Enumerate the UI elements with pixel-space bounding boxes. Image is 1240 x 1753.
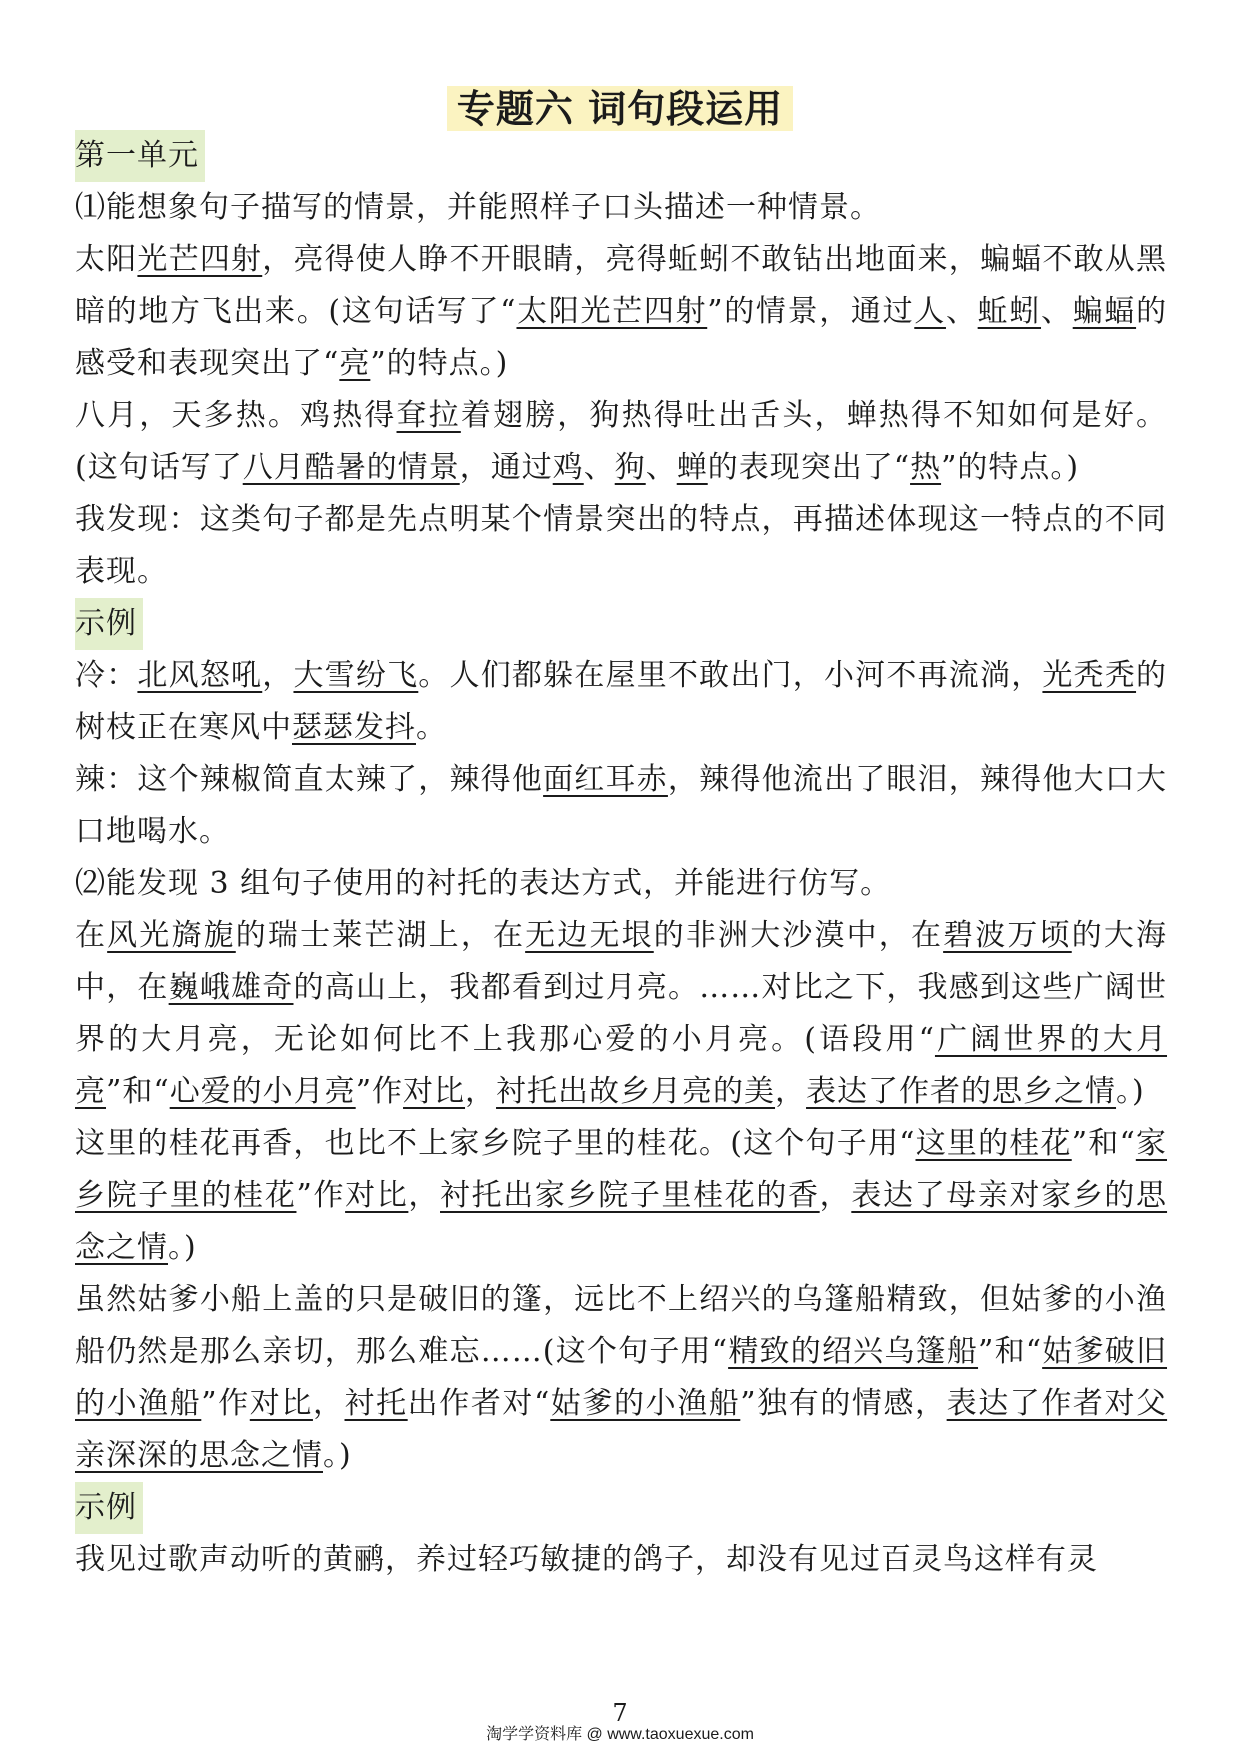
underlined-text: 精致的绍兴乌篷船: [728, 1334, 979, 1369]
text-run: 。: [416, 710, 447, 745]
text-run: ”作: [201, 1386, 250, 1421]
underlined-text: 大雪纷飞: [293, 658, 419, 693]
underlined-text: 衬托: [344, 1386, 408, 1421]
underlined-text: 衬托出故乡月亮的美: [496, 1074, 776, 1109]
underlined-text: 鸡: [552, 450, 584, 485]
content-body: [75, 130, 1167, 1586]
text-run: 的高山上，我都看到过月亮。……对比之下，我感到这些广阔世界的大月亮，无论如何比不上我那心爱的小月亮。(语段用“: [75, 970, 1168, 1057]
text-run: 、: [945, 294, 978, 329]
underlined-text: 表达了作者的思乡之情: [806, 1074, 1117, 1109]
underlined-text: 广阔世界的大月亮: [75, 1022, 1168, 1109]
text-run: ，: [262, 658, 294, 693]
example-heading-text: 示例: [75, 1482, 143, 1534]
underlined-text: 蝉: [676, 450, 708, 485]
underlined-text: 蝙蝠: [1072, 294, 1137, 329]
text-run: 八月，天多热。鸡热得: [75, 398, 397, 433]
text-run: ，辣得他流出了眼泪，辣得他大口大口地喝水。: [75, 762, 1168, 849]
underlined-text: 狗: [614, 450, 646, 485]
underlined-text: 对比: [249, 1386, 313, 1421]
underlined-text: 面红耳赤: [543, 762, 668, 797]
underlined-text: 心爱的小月亮: [169, 1074, 356, 1109]
text-run: 的表现突出了“: [707, 450, 911, 485]
text-run: ，通过: [459, 450, 553, 485]
text-run: ”独有的情感，: [740, 1386, 947, 1421]
underlined-text: 太阳光芒四射: [516, 294, 708, 329]
underlined-text: 光芒四射: [137, 242, 263, 277]
underlined-text: 碧波万顷: [943, 918, 1072, 953]
underlined-text: 光秃秃: [1042, 658, 1137, 693]
text-run: ，亮得使人睁不开眼睛，亮得蚯蚓不敢钻出地面来，蝙蝠不敢从黑暗的地方飞出来。(这句话写了“: [75, 242, 1168, 329]
text-run: 辣：这个辣椒简直太辣了，辣得他: [75, 762, 544, 797]
text-run: 、: [645, 450, 677, 485]
page-number: 7: [612, 1699, 628, 1727]
underlined-text: 表达了作者对父亲深深的思念之情: [75, 1386, 1168, 1473]
paragraph-osmanthus-example: [75, 1118, 1167, 1274]
underlined-text: 蚯蚓: [977, 294, 1042, 329]
underlined-text: 风光旖旎: [107, 918, 236, 953]
example-heading-1: [75, 598, 1167, 650]
text-run: 。): [1116, 1074, 1145, 1109]
underlined-text: 热: [910, 450, 942, 485]
text-run: ”的特点。): [941, 450, 1080, 485]
underlined-text: 衬托出家乡院子里桂花的香: [440, 1178, 820, 1213]
underlined-text: 姑爹的小渔船: [550, 1386, 741, 1421]
underlined-text: 表达了母亲对家乡的思念之情: [75, 1178, 1168, 1265]
underlined-text: 家乡院子里的桂花: [75, 1126, 1167, 1213]
text-run: 的瑞士莱芒湖上，在: [235, 918, 526, 953]
text-run: ，: [775, 1074, 807, 1109]
example-heading-text: 示例: [75, 598, 143, 650]
footer-watermark: 淘学学资料库 @ www.taoxuexue.com: [486, 1726, 754, 1743]
example-heading-2: [75, 1482, 1167, 1534]
paragraph-point-1: ⑴能想象句子描写的情景，并能照样子口头描述一种情景。: [75, 190, 881, 225]
text-run: ”作: [355, 1074, 404, 1109]
text-run: 的大海中，在: [75, 918, 1168, 1005]
underlined-text: 巍峨雄奇: [168, 970, 294, 1005]
paragraph-cold-example: [75, 650, 1167, 754]
page-title-text: 专题六 词句段运用: [447, 86, 793, 131]
text-run: ”的特点。): [370, 346, 509, 381]
text-run: ”和“: [106, 1074, 170, 1109]
paragraph-august-example: [75, 390, 1167, 494]
text-run: 、: [583, 450, 615, 485]
underlined-text: 瑟瑟发抖: [292, 710, 416, 745]
paragraph-discovery: 我发现：这类句子都是先点明某个情景突出的特点，再描述体现这一特点的不同表现。: [75, 502, 1167, 589]
text-run: ，: [819, 1178, 852, 1213]
underlined-text: 北风怒吼: [137, 658, 263, 693]
text-run: 冷：: [75, 658, 138, 693]
text-run: 虽然姑爹小船上盖的只是破旧的篷，远比不上绍兴的乌篷船精致，但姑爹的小渔船仍然是那么亲切，那么难忘……(这个句子用“: [75, 1282, 1167, 1369]
underlined-text: 亮: [339, 346, 371, 381]
paragraph-spicy-example: [75, 754, 1167, 858]
text-run: ”作: [296, 1178, 346, 1213]
text-run: 。人们都躲在屋里不敢出门，小河不再流淌，: [418, 658, 1043, 693]
text-run: ”和“: [978, 1334, 1043, 1369]
text-run: ，: [408, 1178, 441, 1213]
underlined-text: 对比: [345, 1178, 409, 1213]
text-run: 。): [168, 1230, 197, 1265]
text-run: 的非洲大沙漠中，在: [653, 918, 944, 953]
underlined-text: 无边无垠: [525, 918, 654, 953]
paragraph-point-2: ⑵能发现 3 组句子使用的衬托的表达方式，并能进行仿写。: [75, 866, 892, 901]
text-run: 这里的桂花再香，也比不上家乡院子里的桂花。(这个句子用“: [75, 1126, 916, 1161]
text-run: ，: [465, 1074, 497, 1109]
underlined-text: 对比: [403, 1074, 466, 1109]
paragraph-birds-example: 我见过歌声动听的黄鹂，养过轻巧敏捷的鸽子，却没有见过百灵鸟这样有灵: [75, 1542, 1098, 1577]
paragraph-sun-example: [75, 234, 1167, 390]
underlined-text: 八月酷暑的情景: [242, 450, 460, 485]
text-run: 太阳: [75, 242, 138, 277]
text-run: ，: [312, 1386, 345, 1421]
text-run: 、: [1041, 294, 1073, 329]
paragraph-boat-example: [75, 1274, 1167, 1482]
underlined-text: 这里的桂花: [915, 1126, 1072, 1161]
text-run: 着翅膀，狗热得吐出舌头，蝉热得不知如何是好。(这句话写了: [75, 398, 1168, 485]
paragraph-moon-example: [75, 910, 1167, 1118]
underlined-text: 姑爹破旧的小渔船: [75, 1334, 1168, 1421]
text-run: ”和“: [1071, 1126, 1136, 1161]
underlined-text: 人: [914, 294, 946, 329]
underlined-text: 耷拉: [396, 398, 461, 433]
text-run: 在: [75, 918, 108, 953]
text-run: 的树枝正在寒风中: [75, 658, 1168, 745]
section-heading-text: 第一单元: [75, 130, 205, 182]
text-run: 。): [323, 1438, 352, 1473]
text-run: 出作者对“: [407, 1386, 551, 1421]
text-run: 的感受和表现突出了“: [75, 294, 1168, 381]
text-run: ”的情景，通过: [707, 294, 915, 329]
section-heading: [75, 130, 1167, 182]
